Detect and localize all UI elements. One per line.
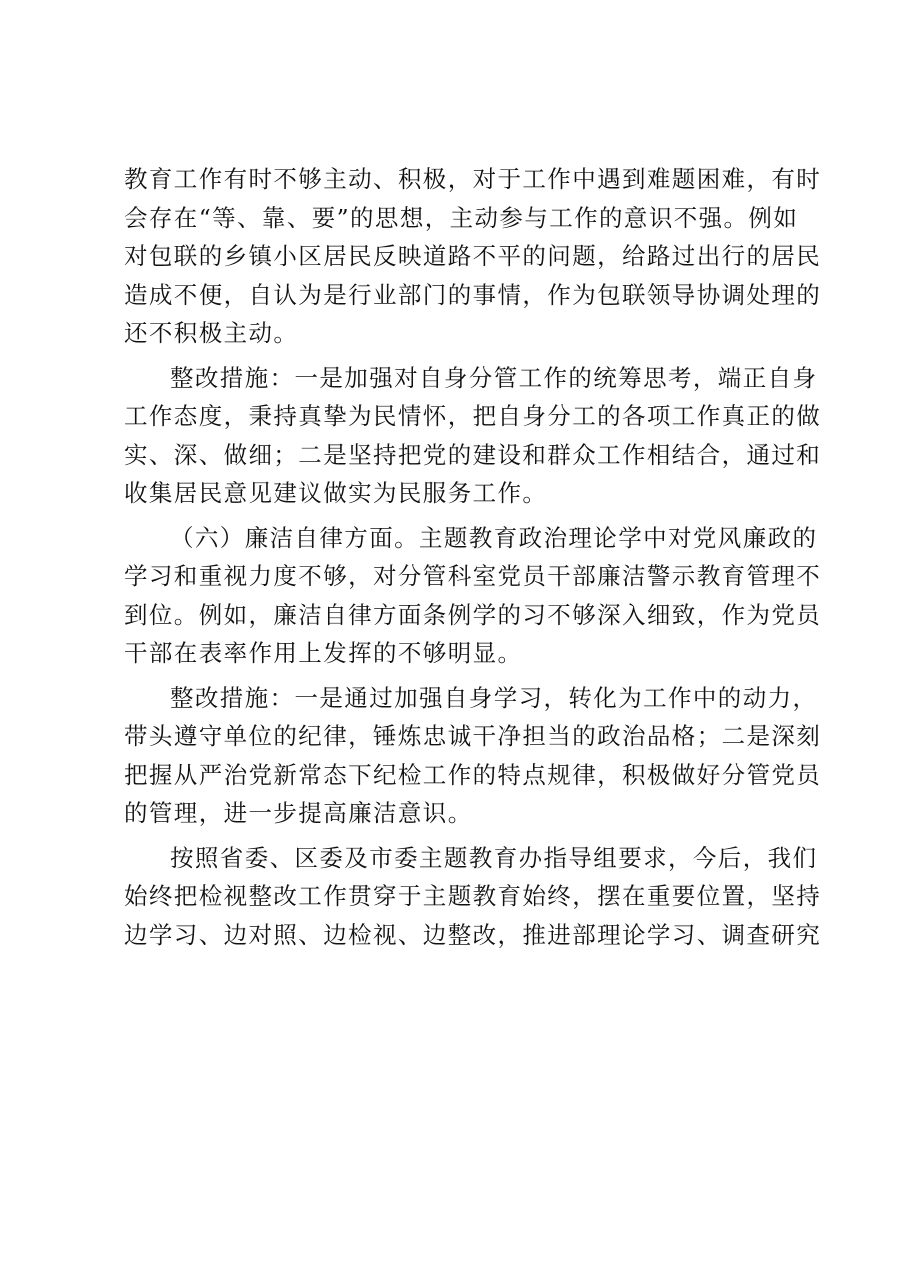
text-line: 的管理，进一步提高廉洁意识。 (124, 799, 473, 827)
text-line: 教育工作有时不够主动、积极，对于工作中遇到难题困难，有时 (124, 165, 822, 193)
text-line: （六）廉洁自律方面。主题教育政治理论学中对党风廉政的 (170, 523, 818, 552)
text-line: 干部在表率作用上发挥的不够明显。 (124, 639, 523, 667)
text-line: 始终把检视整改工作贯穿于主题教育始终，摆在重要位置，坚持 (124, 882, 822, 910)
paragraph-rectification-measures-1 (124, 359, 822, 513)
text-line: 学习和重视力度不够，对分管科室党员干部廉洁警示教育管理不 (124, 562, 822, 590)
text-line: 会存在“等、靠、要”的思想，主动参与工作的意识不强。例如 (124, 203, 799, 232)
text-line: 工作态度，秉持真挚为民情怀，把自身分工的各项工作真正的做 (124, 402, 822, 430)
text-line: 造成不便，自认为是行业部门的事情，作为包联领导协调处理的 (124, 280, 822, 309)
paragraph-education-work (124, 160, 822, 353)
text-line: 整改措施：一是加强对自身分管工作的统筹思考，端正自身 (170, 363, 818, 392)
text-line: 还不积极主动。 (124, 319, 299, 347)
text-line: 边学习、边对照、边检视、边整改，推进部理论学习、调查研究 (124, 920, 822, 949)
text-line: 实、深、做细；二是坚持把党的建设和群众工作相结合，通过和 (124, 440, 822, 469)
paragraph-future-plan (124, 839, 822, 955)
text-line: 对包联的乡镇小区居民反映道路不平的问题，给路过出行的居民 (124, 242, 822, 270)
text-line: 收集居民意见建议做实为民服务工作。 (124, 479, 548, 507)
paragraph-rectification-measures-2 (124, 679, 822, 833)
text-line: 带头遵守单位的纪律，锤炼忠诚干净担当的政治品格；二是深刻 (124, 722, 822, 750)
text-line: 把握从严治党新常态下纪检工作的特点规律，积极做好分管党员 (124, 760, 822, 789)
paragraph-integrity-self-discipline (124, 519, 822, 673)
text-line: 按照省委、区委及市委主题教育办指导组要求，今后，我们 (170, 843, 818, 872)
text-line: 整改措施：一是通过加强自身学习，转化为工作中的动力， (170, 683, 818, 712)
document-body (124, 160, 822, 960)
text-line: 到位。例如，廉洁自律方面条例学的习不够深入细致，作为党员 (124, 600, 822, 629)
